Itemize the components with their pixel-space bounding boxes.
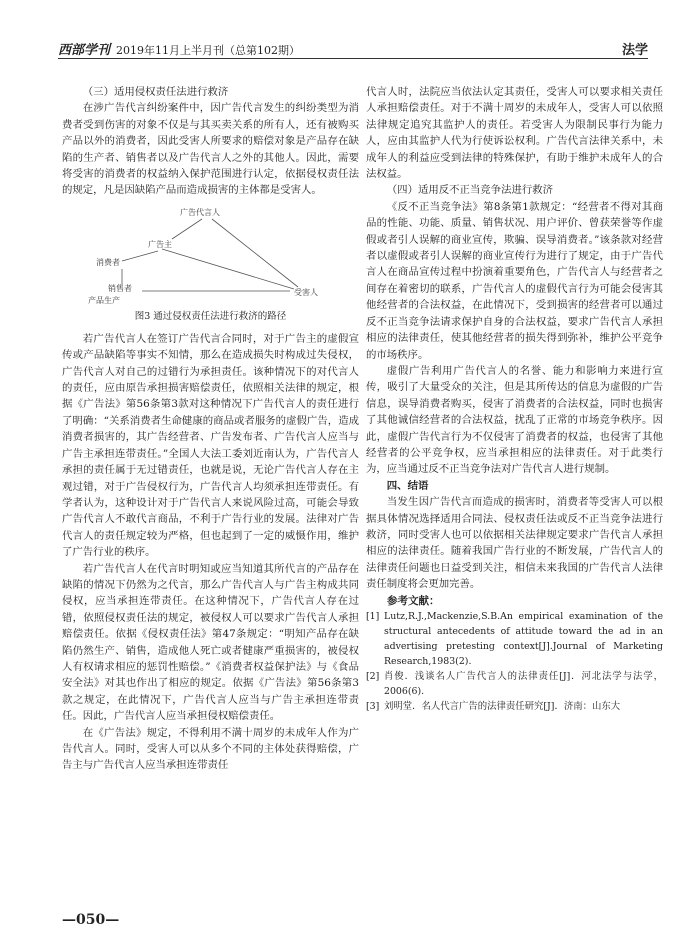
reference-number: [2] bbox=[366, 671, 380, 682]
paragraph: 虚假广告利用广告代言人的名誉、能力和影响力来进行宣传，吸引了大量受众的关注，但是其所传达的信息为虚假的广告信息，误导消费者购买，侵害了消费者的合法权益，同时也损害了其他诚信经营者的合法权益，扰乱了正常的市场竞争秩序。因此，虚假广告代言行为不仅侵害了消费者的权益，也侵害了其他经营者的公平竞争权，应当承担相应的法律责任。对于此类行为，应当通过反不正当竞争法对广告代言人进行规制。 bbox=[366, 364, 663, 476]
reference-item bbox=[366, 699, 663, 714]
running-header bbox=[58, 36, 648, 59]
section-label: 法学 bbox=[621, 43, 648, 58]
references-list bbox=[366, 609, 663, 714]
node-consumer: 消费者 bbox=[96, 257, 120, 267]
paragraph: 在涉广告代言纠纷案件中，因广告代言发生的纠纷类型为消费者受到伤害的对象不仅是与其买卖关系的所有人，还有被购买产品以外的消费者，因此受害人所要求的赔偿对象是产品存在缺陷的生产者、销售者以及广告代言人之外的其他人。因此，需要将受害的消费者的权益纳入保护范围进行认定，依据侵权责任法的规定，凡是因缺陷产品而造成损害的主体都是受害人。 bbox=[62, 102, 359, 197]
node-victim: 受害人 bbox=[294, 287, 318, 297]
node-producer: 产品生产 bbox=[88, 295, 120, 305]
node-endorser: 广告代言人 bbox=[180, 207, 220, 217]
paragraph: 代言人时，法院应当依法认定其责任，受害人可以要求相关责任人承担赔偿责任。对于不满十周岁的未成年人，受害人可以依照法律规定追究其监护人的责任。若受害人为限制民事行为能力人，应由其监护人代为行使诉讼权利。广告代言法律关系中，未成年人的利益应受到法律的特殊保护，有助于维护未成年人的合法权益。 bbox=[366, 86, 663, 181]
reference-text: Lutz,R.J.,Mackenzie,S.B.An empirical examination of the structural antecedents of attitude toward the ad in an advertising pretesting context[J].Journal of Marketing Research,1983(2). bbox=[384, 611, 663, 667]
paragraph: 若广告代言人在代言时明知或应当知道其所代言的产品存在缺陷的情况下仍然为之代言，那么广告代言人与广告主构成共同侵权，应当承担连带责任。在这种情况下，广告代言人存在过错，依照侵权责任法的规定，被侵权人可以要求广告代言人承担赔偿责任。依据《侵权责任法》第47条规定：“明知产品存在缺陷仍然生产、销售，造成他人死亡或者健康严重损害的，被侵权人有权请求相应的惩罚性赔偿。”《消费者权益保护法》与《食品安全法》对其也作出了相应的规定。依据《广告法》第56条第3款之规定，在此情况下，广告代言人应当与广告主承担连带责任。因此，广告代言人应当承担侵权赔偿责任。 bbox=[62, 562, 359, 723]
left-column bbox=[62, 84, 359, 774]
reference-number: [1] bbox=[366, 611, 380, 622]
paragraph: 《反不正当竞争法》第8条第1款规定：“经营者不得对其商品的性能、功能、质量、销售状况、用户评价、曾获荣誉等作虚假或者引人误解的商业宣传，欺骗、误导消费者。”该条款对经营者以虚假或者引人误解的商业宣传行为进行了规定，由于广告代言人在商品宣传过程中扮演着重要角色，广告代言人与经营者之间存在着密切的联系，广告代言人的虚假代言行为可能会侵害其他经营者的合法权益，在此情况下，受到损害的经营者可以通过反不正当竞争法请求保护自身的合法权益，要求广告代言人承担相应的法律责任，使其他经营者的损失得到弥补，维护公平竞争的市场秩序。 bbox=[366, 200, 663, 361]
relationship-diagram bbox=[62, 203, 359, 307]
section-heading: 四、结语 bbox=[386, 479, 429, 492]
paragraph: 若广告代言人在签订广告代言合同时，对于广告主的虚假宣传或产品缺陷等事实不知情，那么在造成损失时构成过失侵权，广告代言人对自己的过错行为承担责任。该种情况下的对代言人的责任，应由原告承担损害赔偿责任，依照相关法律的规定，根据《广告法》第56条第3款对这种情况下广告代言人的责任进行了明确：“关系消费者生命健康的商品或者服务的虚假广告，造成消费者损害的，其广告经营者、广告发布者、广告代言人应当与广告主承担连带责任。”全国人大法工委刘近南认为，广告代言人承担的责任属于无过错责任，也就是说，无论广告代言人存在主观过错，对于广告侵权行为，广告代言人均须承担连带责任。有学者认为，这种设计对于广告代言人来说风险过高，可能会导致广告代言人不敢代言商品，不利于广告行业的发展。法律对广告代言人的责任规定较为严格，但也起到了一定的威慑作用，维护了广告行业的秩序。 bbox=[62, 332, 359, 559]
paragraph: 在《广告法》规定，不得利用不满十周岁的未成年人作为广告代言人。同时，受害人可以从多个不同的主体处获得赔偿，广告主与广告代言人应当承担连带责任 bbox=[62, 726, 359, 772]
node-seller: 销售者 bbox=[108, 283, 132, 293]
right-column bbox=[366, 84, 663, 714]
reference-text: 肖俊．浅谈名人广告代言人的法律责任[J]．河北法学与法学，2006(6). bbox=[384, 671, 663, 697]
page-number: —050— bbox=[62, 912, 120, 928]
node-advertiser: 广告主 bbox=[148, 239, 172, 249]
subsection-heading: （四）适用反不正当竞争法进行救济 bbox=[386, 184, 554, 197]
journal-name: 西部学刊 bbox=[58, 43, 111, 58]
header-left bbox=[58, 39, 300, 58]
reference-text: 刘明堂．名人代言广告的法律责任研究[J]．济南：山东大 bbox=[384, 701, 621, 712]
subsection-heading: （三）适用侵权责任法进行救济 bbox=[82, 86, 229, 98]
reference-number: [3] bbox=[366, 701, 380, 712]
reference-item bbox=[366, 669, 663, 699]
reference-item bbox=[366, 609, 663, 669]
references-title: 参考文献： bbox=[387, 594, 440, 607]
figure-3 bbox=[62, 203, 359, 329]
issue-info: 2019年11月上半月刊（总第102期） bbox=[116, 44, 301, 57]
figure-caption: 图3 通过侵权责任法进行救济的路径 bbox=[134, 310, 287, 322]
paragraph: 当发生因广告代言而造成的损害时，消费者等受害人可以根据具体情况选择适用合同法、侵权责任法或反不正当竞争法进行救济，同时受害人也可以依据相关法律规定要求广告代言人承担相应的法律责任。随着我国广告行业的不断发展，广告代言人的法律责任问题也日益受到关注，相信未来我国的广告代言人法律责任制度将会更加完善。 bbox=[366, 496, 663, 591]
